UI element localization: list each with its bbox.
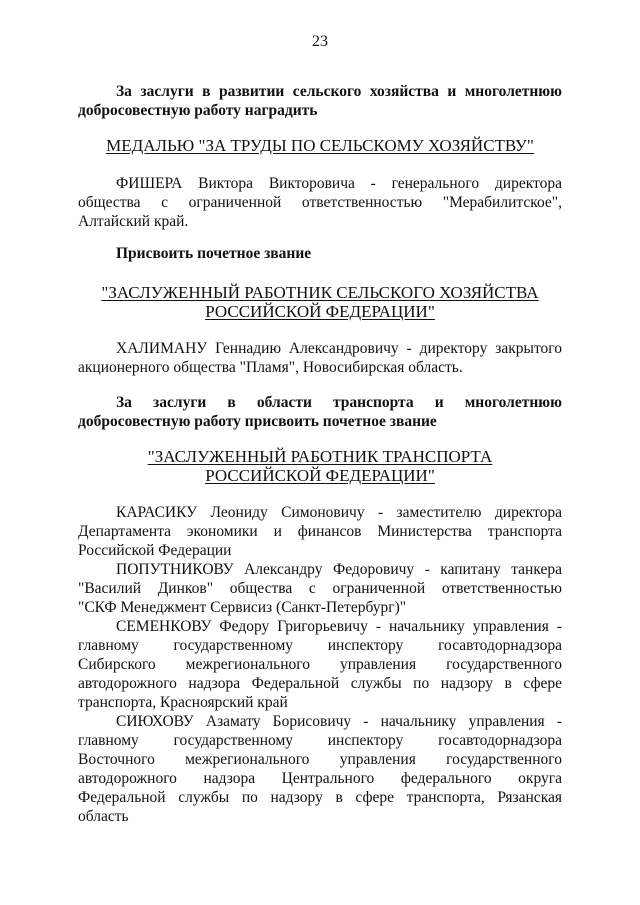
person-entry-karasik (78, 503, 562, 560)
section1-intro (78, 82, 562, 120)
section1-person (78, 174, 562, 231)
section2-award-line-1 (78, 283, 562, 302)
section1-award (78, 136, 562, 155)
section2-person-line-1: ХАЛИМАНУ Геннадию Александровичу - директору закрытого (116, 340, 562, 357)
section3-award-line-1 (78, 447, 562, 466)
section3-intro-line-2: добросовестную работу присвоить почетное звание (78, 413, 437, 430)
person-poputnikov-line-1: ПОПУТНИКОВУ Александру Федоровичу - капитану танкера (116, 561, 562, 578)
person-entry-siyukhov (78, 712, 562, 826)
section3-award-text-1: "ЗАСЛУЖЕННЫЙ РАБОТНИК ТРАНСПОРТА (147, 447, 493, 466)
person-karasik-line-2: Департамента экономики и финансов Министерства транспорта (78, 523, 562, 540)
person-entry-semenkov (78, 617, 562, 712)
section2-award-text-2: РОССИЙСКОЙ ФЕДЕРАЦИИ" (205, 302, 435, 321)
person-semenkov-line-2: главному государственному инспектору госавтодорнадзора (78, 637, 562, 654)
person-semenkov-line-3: Сибирского межрегионального управления государственного (78, 656, 562, 673)
section2-award-text-1: "ЗАСЛУЖЕННЫЙ РАБОТНИК СЕЛЬСКОГО ХОЗЯЙСТВА (101, 283, 539, 302)
page-number: 23 (312, 33, 328, 50)
section1-person-line-2: общества с ограниченной ответственностью "Мерабилитское", (78, 194, 562, 211)
section2-person (78, 339, 562, 377)
section3-award-text-2: РОССИЙСКОЙ ФЕДЕРАЦИИ" (205, 466, 435, 485)
person-karasik-line-3: Российской Федерации (78, 542, 232, 559)
person-siyukhov-line-5: Федеральной службы по надзору в сфере транспорта, Рязанская (78, 789, 562, 806)
section3-award (78, 447, 562, 485)
section1-intro-line-1: За заслуги в развитии сельского хозяйства и многолетнюю (116, 83, 562, 100)
person-poputnikov-line-2: "Василий Динков" общества с ограниченной ответственностью (78, 580, 562, 597)
person-siyukhov-line-4: автодорожного надзора Центрального федерального округа (78, 770, 562, 787)
section2-award (78, 283, 562, 321)
section3-intro-line-1: За заслуги в области транспорта и многолетнюю (116, 394, 562, 411)
section2-intro: Присвоить почетное звание (116, 245, 312, 262)
person-siyukhov-line-1: СИЮХОВУ Азамату Борисовичу - начальнику управления - (116, 713, 562, 730)
person-siyukhov-line-3: Восточного межрегионального управления государственного (78, 751, 562, 768)
section2-award-line-2 (78, 302, 562, 321)
person-siyukhov-line-2: главному государственному инспектору госавтодорнадзора (78, 732, 562, 749)
section3-award-line-2 (78, 466, 562, 485)
section3-intro (78, 393, 562, 431)
person-entry-poputnikov (78, 560, 562, 617)
section1-person-line-3: Алтайский край. (78, 213, 189, 230)
person-semenkov-line-1: СЕМЕНКОВУ Федору Григорьевичу - начальнику управления - (116, 618, 562, 635)
section2-person-line-2: акционерного общества "Пламя", Новосибирская область. (78, 359, 463, 376)
section1-award-title: МЕДАЛЬЮ "ЗА ТРУДЫ ПО СЕЛЬСКОМУ ХОЗЯЙСТВУ" (106, 136, 534, 155)
person-semenkov-line-4: автодорожного надзора Федеральной службы по надзору в сфере (78, 675, 562, 692)
section1-person-line-1: ФИШЕРА Виктора Викторовича - генерального директора (116, 175, 562, 192)
section3-persons (78, 503, 562, 826)
person-poputnikov-line-3: "СКФ Менеджмент Сервисиз (Санкт-Петербург)" (78, 599, 407, 616)
person-semenkov-line-5: транспорта, Красноярский край (78, 694, 288, 711)
section1-intro-line-2: добросовестную работу наградить (78, 102, 318, 119)
person-siyukhov-line-6: область (78, 808, 129, 825)
person-karasik-line-1: КАРАСИКУ Леониду Симоновичу - заместителю директора (116, 504, 562, 521)
